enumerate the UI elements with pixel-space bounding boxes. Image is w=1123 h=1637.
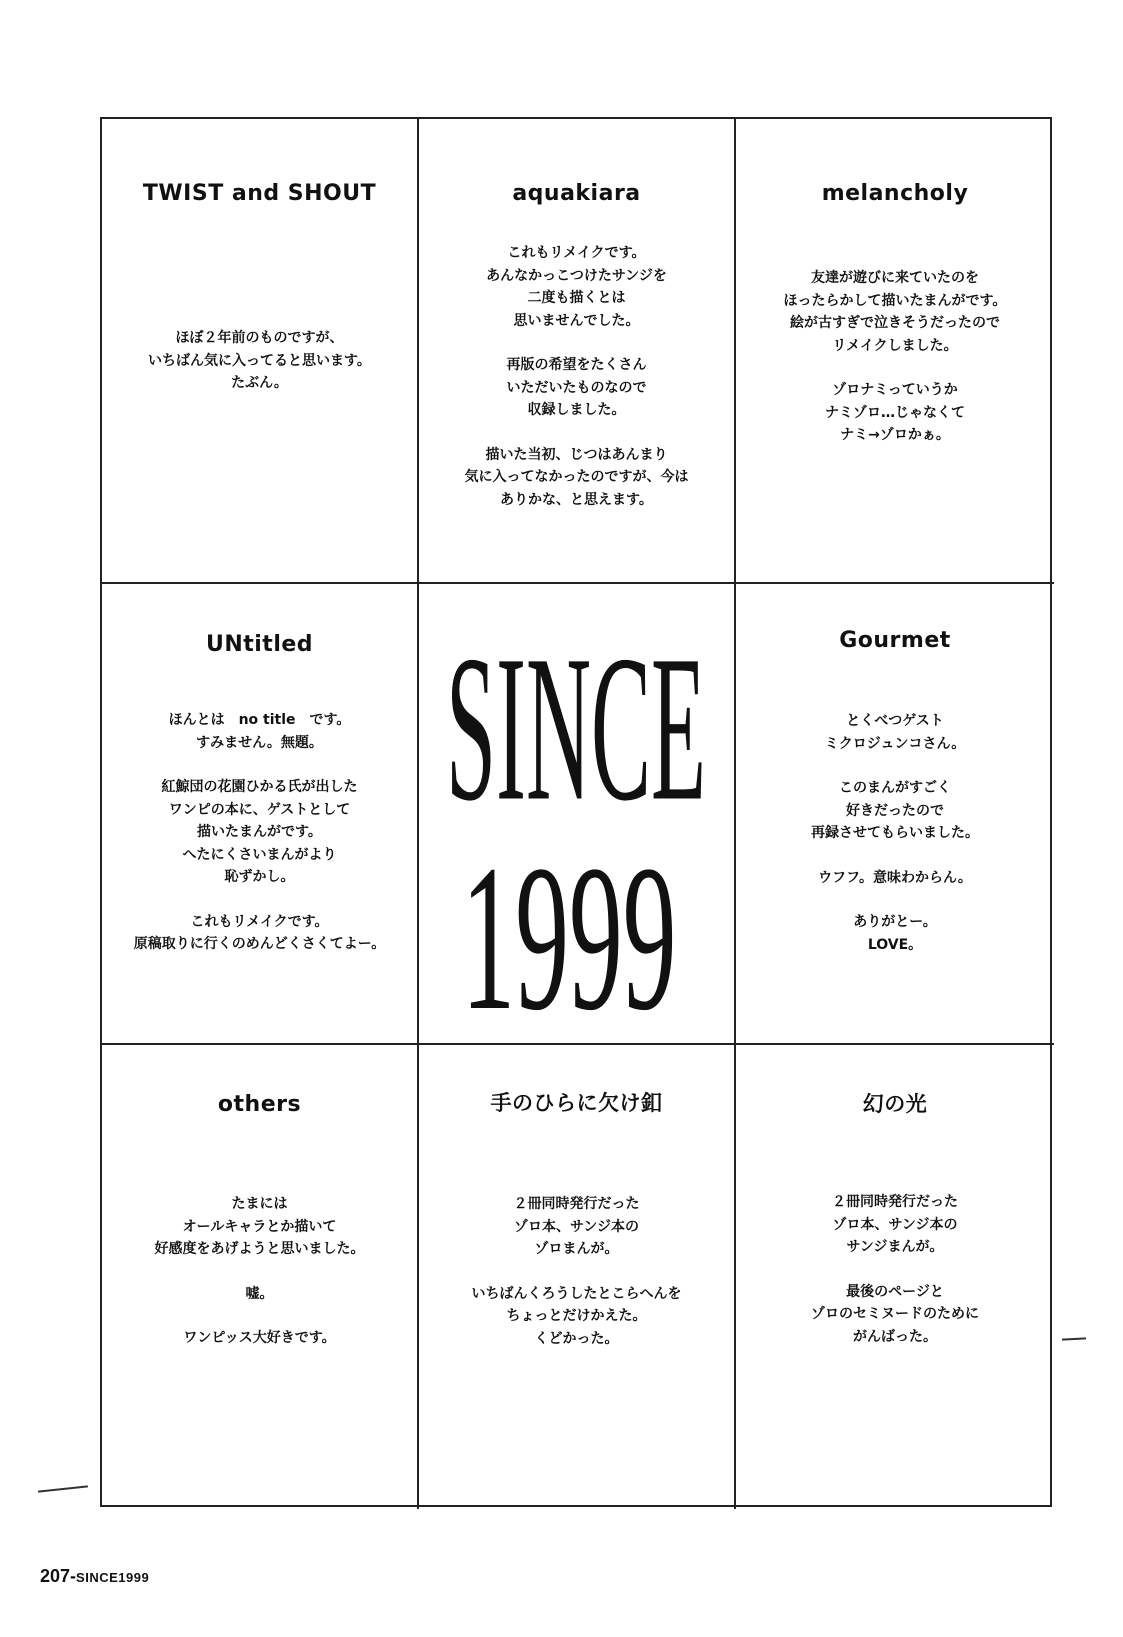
text-line: へたにくさいまんがより (182, 846, 337, 863)
text-line: ワンピの本に、ゲストとして (168, 801, 351, 818)
text-line: ほぼ２年前のものですが、 (175, 330, 344, 346)
text-line: これもリメイクです。 (190, 913, 329, 930)
text-line: ゾロナミっていうか (832, 382, 958, 398)
text-line: ありかな、と思えます。 (500, 491, 653, 508)
footer-separator: - (70, 1566, 77, 1586)
cell-body (740, 710, 1050, 956)
cell-since-1999 (419, 584, 736, 1045)
cell-title: melancholy (821, 181, 969, 206)
text-line: ありがとー。 (853, 914, 937, 930)
since-1999-lettering (419, 604, 734, 1023)
cell-body (423, 242, 730, 511)
paragraph (423, 1283, 730, 1351)
year-text: 1999 (461, 822, 677, 1023)
cell-title: 手のひらに欠け釦 (490, 1091, 663, 1115)
cell-body (106, 709, 413, 956)
paragraph (740, 1281, 1050, 1349)
text-line: 原稿取りに行くのめんどくさくてよー。 (133, 936, 386, 952)
cell-title: 幻の光 (862, 1092, 928, 1116)
text-line: ちょっとだけかえた。 (506, 1308, 647, 1324)
paragraph (106, 327, 413, 395)
paragraph (423, 354, 730, 422)
text-line: ほったらかして描いたまんがです。 (783, 292, 1007, 309)
cell-melancholy (736, 119, 1054, 584)
text-line: オールキャラとか描いて (182, 1218, 337, 1235)
paragraph (423, 242, 730, 332)
text-line: 二度も描くとは (527, 290, 626, 306)
text-line: 描いた当初、じつはあんまり (485, 446, 668, 463)
cell-maboroshi-no-hikari (736, 1045, 1054, 1509)
cell-tenohira-ni-kakebotan (419, 1045, 736, 1509)
cell-body (740, 1191, 1050, 1348)
paragraph (740, 1191, 1050, 1259)
cell-title: Gourmet (839, 628, 951, 653)
text-line: 紅鯨団の花園ひかる氏が出した (161, 779, 358, 795)
text-line: 気に入ってなかったのですが、今は (464, 469, 689, 485)
text-line: あんなかっこつけたサンジを (486, 267, 667, 284)
text-line: ほんとは no title です。 (168, 712, 351, 728)
cell-title: TWIST and SHOUT (142, 181, 377, 206)
cell-title: UNtitled (205, 632, 314, 657)
text-line: がんばった。 (853, 1328, 937, 1345)
text-line: 再版の希望をたくさん (506, 357, 647, 373)
text-line: ナミ→ゾロかぁ。 (840, 427, 950, 443)
scan-mark (1062, 1337, 1086, 1340)
text-line: LOVE。 (867, 936, 923, 953)
text-line: ワンピッス大好きです。 (183, 1330, 336, 1346)
paragraph (423, 1193, 730, 1261)
cell-body (106, 327, 413, 395)
text-line: ２冊同時発行だった (513, 1196, 640, 1212)
paragraph (423, 444, 730, 512)
text-line: ナミゾロ…じゃなくて (825, 404, 965, 421)
text-line: ゾロ本、サンジ本の (514, 1218, 639, 1235)
text-line: ミクロジュンコさん。 (824, 735, 966, 752)
paragraph (740, 911, 1050, 956)
text-line: 友達が遊びに来ていたのを (811, 270, 979, 286)
page-footer (40, 1566, 149, 1587)
cell-body (423, 1193, 730, 1350)
text-line: 思いませんでした。 (513, 312, 640, 329)
cell-title: aquakiara (512, 181, 641, 206)
paragraph (106, 1327, 413, 1350)
cell-aquakiara (419, 119, 736, 584)
text-line: くどかった。 (534, 1330, 619, 1347)
text-line: ゾロまんが。 (534, 1241, 619, 1257)
text-line: 収録しました。 (527, 402, 626, 418)
footer-series-title: SINCE1999 (76, 1570, 150, 1585)
paragraph (106, 1283, 413, 1306)
text-line: ２冊同時発行だった (832, 1194, 958, 1210)
scan-mark (38, 1485, 88, 1492)
text-line: リメイクしました。 (832, 337, 958, 354)
text-line: とくべつゲスト (846, 713, 944, 729)
paragraph (106, 911, 413, 956)
cell-others (102, 1045, 419, 1509)
text-line: サンジまんが。 (846, 1239, 944, 1255)
since-1999-title (419, 604, 734, 1023)
paragraph (106, 709, 413, 754)
text-line: いちばんくろうしたとこらへんを (471, 1285, 682, 1302)
text-line: 嘘。 (245, 1285, 274, 1302)
text-line: たまには (231, 1196, 288, 1212)
text-line: 最後のページと (846, 1283, 944, 1300)
text-line: 好感度をあげようと思いました。 (154, 1241, 365, 1257)
comment-grid (100, 117, 1052, 1507)
paragraph (740, 379, 1050, 447)
text-line: たぶん。 (231, 375, 288, 391)
text-line: これもリメイクです。 (507, 245, 646, 261)
text-line: 好きだったので (846, 802, 944, 819)
text-line: いちばん気に入ってると思います。 (148, 352, 371, 369)
paragraph (106, 776, 413, 889)
cell-title: others (217, 1092, 302, 1117)
text-line: ウフフ。意味わからん。 (818, 869, 972, 886)
cell-untitled (102, 584, 419, 1045)
paragraph (740, 267, 1050, 357)
text-line: 再録させてもらいました。 (811, 825, 979, 841)
cell-gourmet (736, 584, 1054, 1045)
text-line: 絵が古すぎで泣きそうだったので (790, 315, 1000, 331)
cell-body (740, 267, 1050, 447)
text-line: このまんがすごく (839, 780, 951, 796)
text-line: 描いたまんがです。 (197, 824, 322, 840)
text-line: 恥ずかし。 (224, 869, 295, 885)
paragraph (106, 1193, 413, 1261)
since-text: SINCE (446, 612, 706, 845)
cell-body (106, 1193, 413, 1350)
page-number: 207 (40, 1566, 71, 1586)
text-line: いただいたものなので (506, 379, 647, 396)
text-line: ゾロ本、サンジ本の (832, 1216, 958, 1233)
text-line: すみません。無題。 (196, 734, 323, 751)
paragraph (740, 777, 1050, 845)
cell-twist-and-shout (102, 119, 419, 584)
text-line: ゾロのセミヌードのために (811, 1306, 979, 1322)
paragraph (740, 867, 1050, 890)
paragraph (740, 710, 1050, 755)
